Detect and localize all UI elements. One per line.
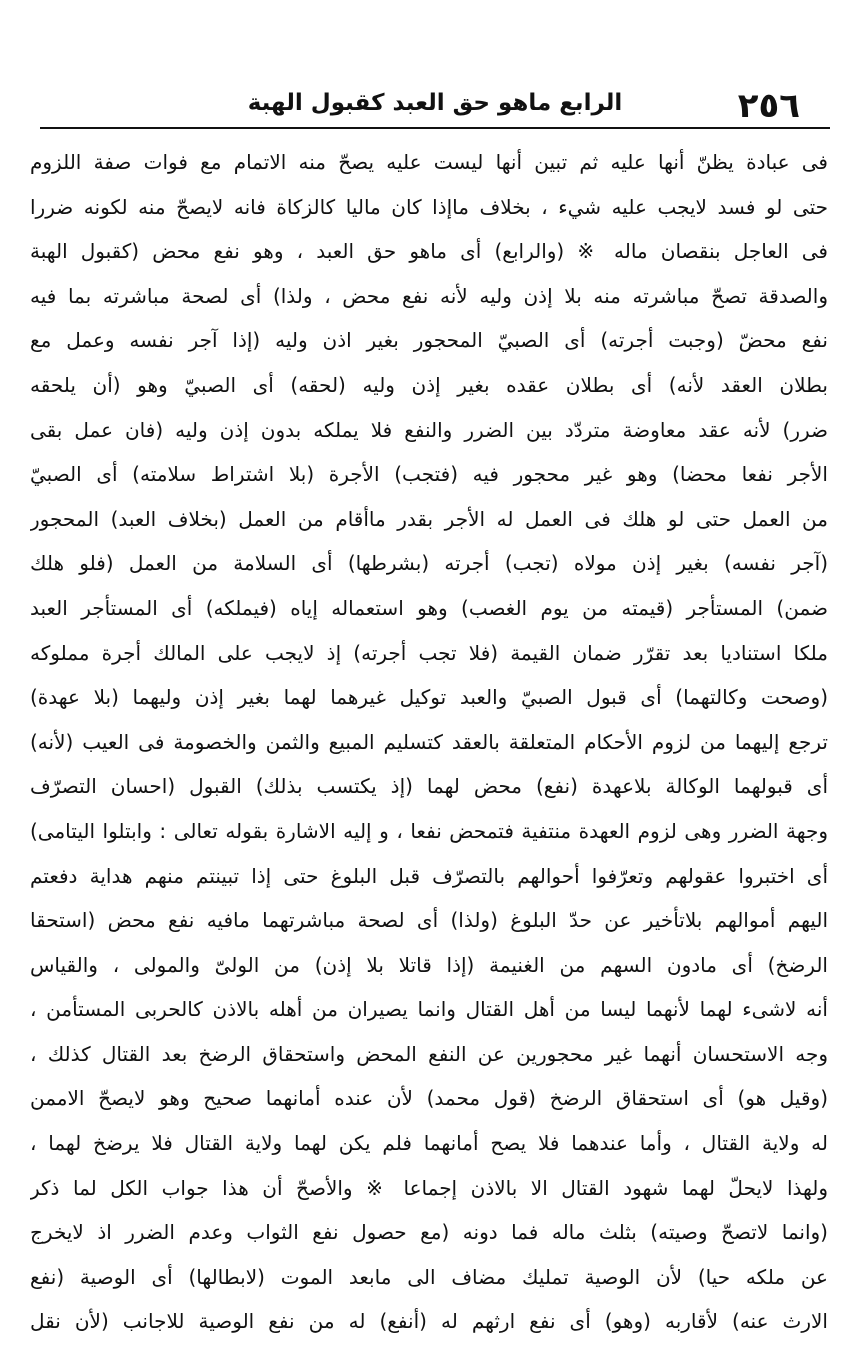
- header-rule: [40, 127, 830, 129]
- text-line: عن ملكه حيا) لأن الوصية تمليك مضاف الى مابعد الموت (لابطالها) أى الوصية (نفع: [30, 1264, 828, 1289]
- text-line: ترجع إليهما من لزوم الأحكام المتعلقة بالعقد كتسليم المبيع والثمن والخصومة فى العيب (لأنه): [30, 729, 828, 754]
- text-line: ملكا استناديا بعد تقرّر ضمان القيمة (فلا تجب أجرته) إذ لايجب على المالك أجرة مملوكه: [30, 640, 828, 665]
- text-line: اليهم أموالهم بلاتأخير عن حدّ البلوغ (ولذا) أى لصحة مباشرتهما مافيه نفع محض (استحقا: [30, 908, 828, 933]
- text-line: من العمل حتى لو هلك فى العمل له الأجر بقدر ماأقام من العمل (بخلاف العبد) المحجور: [30, 506, 828, 531]
- text-line: وجهة الضرر وهى لزوم العهدة منتفية فتمحض نفعا ، و إليه الاشارة بقوله تعالى : وابتلوا اليتامى): [30, 818, 828, 843]
- text-line: وجه الاستحسان أنهما غير محجورين عن النفع المحض واستحقاق الرضخ بعد القتال كذلك ،: [30, 1041, 828, 1066]
- text-line: أنه لاشىء لهما لأنهما ليسا من أهل القتال وانما يصيران من أهله بالاذن كالحربى المستأمن ،: [30, 997, 828, 1022]
- text-line: (وانما لاتصحّ وصيته) بثلث ماله فما دونه (مع حصول نفع الثواب وعدم الضرر اذ لايخرج: [30, 1220, 828, 1245]
- text-line: ضمن) المستأجر (قيمته من يوم الغصب) وهو استعماله إياه (فيملكه) أى المستأجر العبد: [30, 595, 828, 620]
- text-line: ولهذا لايحلّ لهما شهود القتال الا بالاذن إجماعا ※ والأصحّ أن هذا جواب الكل لما ذكر: [30, 1175, 828, 1200]
- text-line: أى قبولهما الوكالة بلاعهدة (نفع) محض لهما (إذ يكتسب بذلك) القبول (احسان التصرّف: [30, 774, 828, 799]
- page-header: [40, 78, 830, 128]
- text-line: الأجر نفعا محضا) وهو غير محجور فيه (فتجب) الأجرة (بلا اشتراط سلامته) أى الصبيّ: [30, 462, 828, 487]
- text-line: (وقيل هو) أى استحقاق الرضخ (قول محمد) لأن عنده أمانهما صحيح وهو لايصحّ الاممن: [30, 1086, 828, 1111]
- body-text: [30, 140, 828, 1344]
- text-line: والصدقة تصحّ مباشرته منه بلا إذن وليه لأنه نفع محض ، ولذا) أى لصحة مباشرته بما فيه: [30, 283, 828, 308]
- text-line: له ولاية القتال ، وأما عندهما فلا يصح أمانهما فلم يكن لهما ولاية القتال فلا يرضخ لهما ،: [30, 1131, 828, 1156]
- text-line: الرضخ) أى مادون السهم من الغنيمة (إذا قاتلا بلا إذن) من الولىّ والمولى ، والقياس: [30, 952, 828, 977]
- text-line: فى عبادة يظنّ أنها عليه ثم تبين أنها ليست عليه يصحّ منه الاتمام مع فوات صفة اللزوم: [30, 150, 828, 174]
- text-line: (آجر نفسه) بغير إذن مولاه (تجب) أجرته (بشرطها) أى السلامة من العمل (فلو هلك: [30, 551, 828, 576]
- text-line: فى العاجل بنقصان ماله ※ (والرابع) أى ماهو حق العبد ، وهو نفع محض (كقبول الهبة: [30, 239, 828, 264]
- text-line: الارث عنه) لأقاربه (وهو) أى نفع ارثهم له (أنفع) له من نفع الوصية للاجانب (لأن نقل: [30, 1309, 828, 1334]
- running-title: الرابع ماهو حق العبد كقبول الهبة: [247, 90, 623, 116]
- text-line: بطلان العقد لأنه) أى بطلان عقده بغير إذن وليه (لحقه) أى الصبيّ وهو (أن يلحقه: [30, 372, 828, 397]
- text-line: نفع محضّ (وجبت أجرته) أى الصبيّ المحجور بغير اذن وليه (إذا آجر نفسه وعمل مع: [30, 328, 828, 353]
- text-line: حتى لو فسد لايجب عليه شيء ، بخلاف ماإذا كان ماليا كالزكاة فانه لايصحّ منه لكونه ضررا: [30, 194, 828, 219]
- page-number: ٢٥٦: [737, 86, 800, 126]
- text-line: أى اختبروا عقولهم وتعرّفوا أحوالهم بالتصرّف قبل البلوغ حتى إذا تبينتم منهم هداية دفعتم: [30, 863, 828, 888]
- text-line: ضرر) لأنه عقد معاوضة متردّد بين الضرر والنفع فلا يملكه بدون إذن وليه (فان عمل بقى: [30, 417, 828, 442]
- text-line: (وصحت وكالتهما) أى قبول الصبيّ والعبد توكيل غيرهما لهما بغير إذن وليهما (بلا عهدة): [30, 685, 828, 710]
